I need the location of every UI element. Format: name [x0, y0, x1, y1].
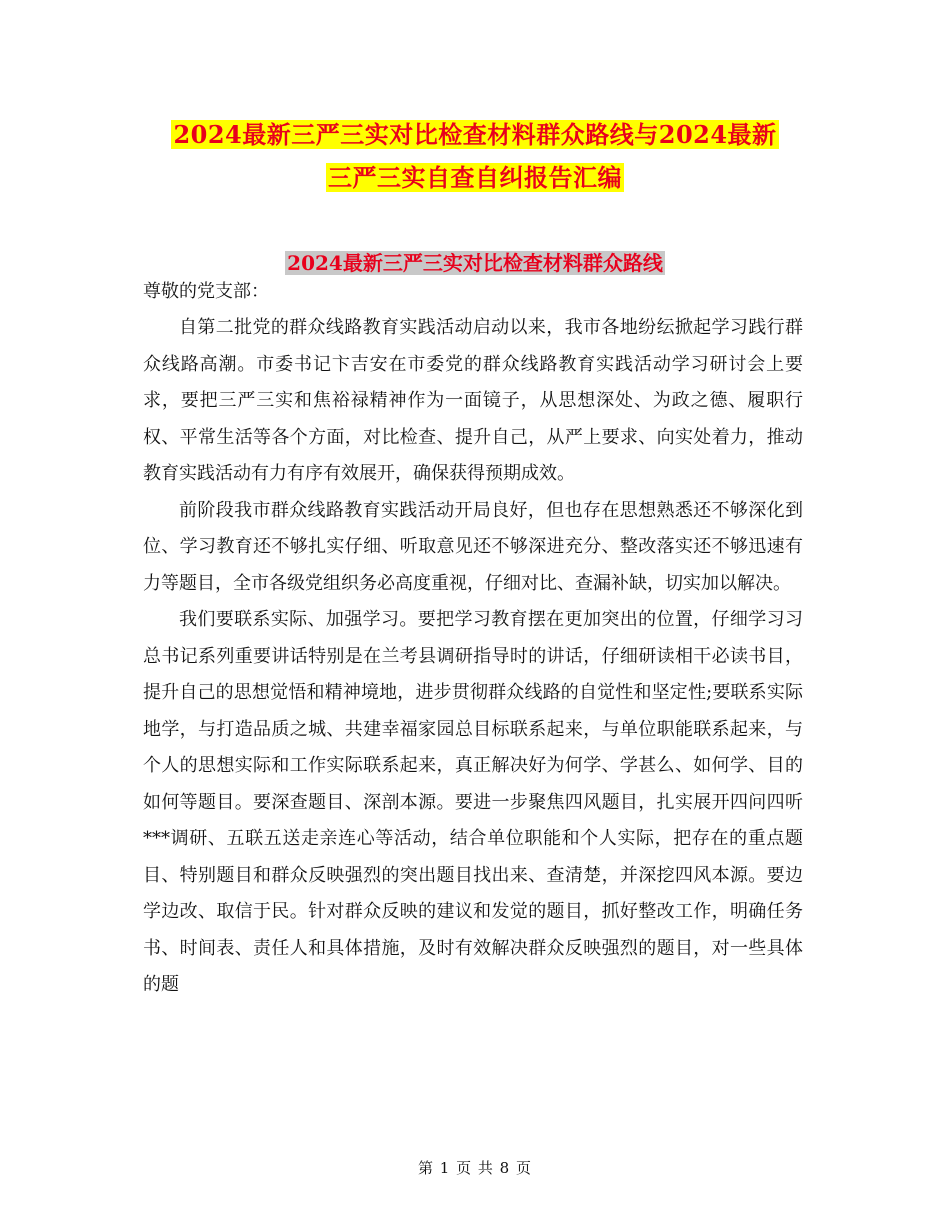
page-footer: 第 1 页 共 8 页 — [418, 1159, 532, 1177]
paragraph: 自第二批党的群众线路教育实践活动启动以来，我市各地纷纭掀起学习践行群众线路高潮。市委书记卞吉安在市委党的群众线路教育实践活动学习研讨会上要求，要把三严三实和焦裕禄精神作为一面镜子，从思想深处、为政之德、履职行权、平常生活等各个方面，对比检查、提升自己，从严上要求、向实处着力，推动教育实践活动有力有序有效展开，确保获得预期成效。 — [143, 317, 803, 484]
document-body — [143, 310, 803, 1004]
paragraph: 我们要联系实际、加强学习。要把学习教育摆在更加突出的位置，仔细学习习总书记系列重要讲话特别是在兰考县调研指导时的讲话，仔细研读相干必读书目，提升自己的思想觉悟和精神境地，进步贯彻群众线路的自觉性和坚定性;要联系实际地学，与打造品质之城、共建幸福家园总目标联系起来，与单位职能联系起来，与个人的思想实际和工作实际联系起来，真正解决好为何学、学甚么、如何学、目的如何等题目。要深查题目、深剖本源。要进一步聚焦四风题目，扎实展开四问四听***调研、五联五送走亲连心等活动，结合单位职能和个人实际，把存在的重点题目、特别题目和群众反映强烈的突出题目找出来、查清楚，并深挖四风本源。要边学边改、取信于民。针对群众反映的建议和发觉的题目，抓好整改工作，明确任务书、时间表、责任人和具体措施，及时有效解决群众反映强烈的题目，对一些具体的题 — [143, 609, 803, 995]
document-title-line-1 — [0, 115, 950, 150]
document-title-text-2: 三严三实自查自纠报告汇编 — [328, 163, 622, 192]
document-title-text-1: 2024最新三严三实对比检查材料群众路线与2024最新 — [173, 120, 777, 149]
section-heading-text: 2024最新三严三实对比检查材料群众路线 — [287, 251, 663, 275]
section-heading — [0, 247, 950, 276]
document-title-line-2 — [0, 158, 950, 193]
paragraph: 前阶段我市群众线路教育实践活动开局良好，但也存在思想熟悉还不够深化到位、学习教育还不够扎实仔细、听取意见还不够深进充分、整改落实还不够迅速有力等题目，全市各级党组织务必高度重视，仔细对比、查漏补缺，切实加以解决。 — [143, 499, 803, 594]
salutation: 尊敬的党支部： — [143, 281, 269, 302]
